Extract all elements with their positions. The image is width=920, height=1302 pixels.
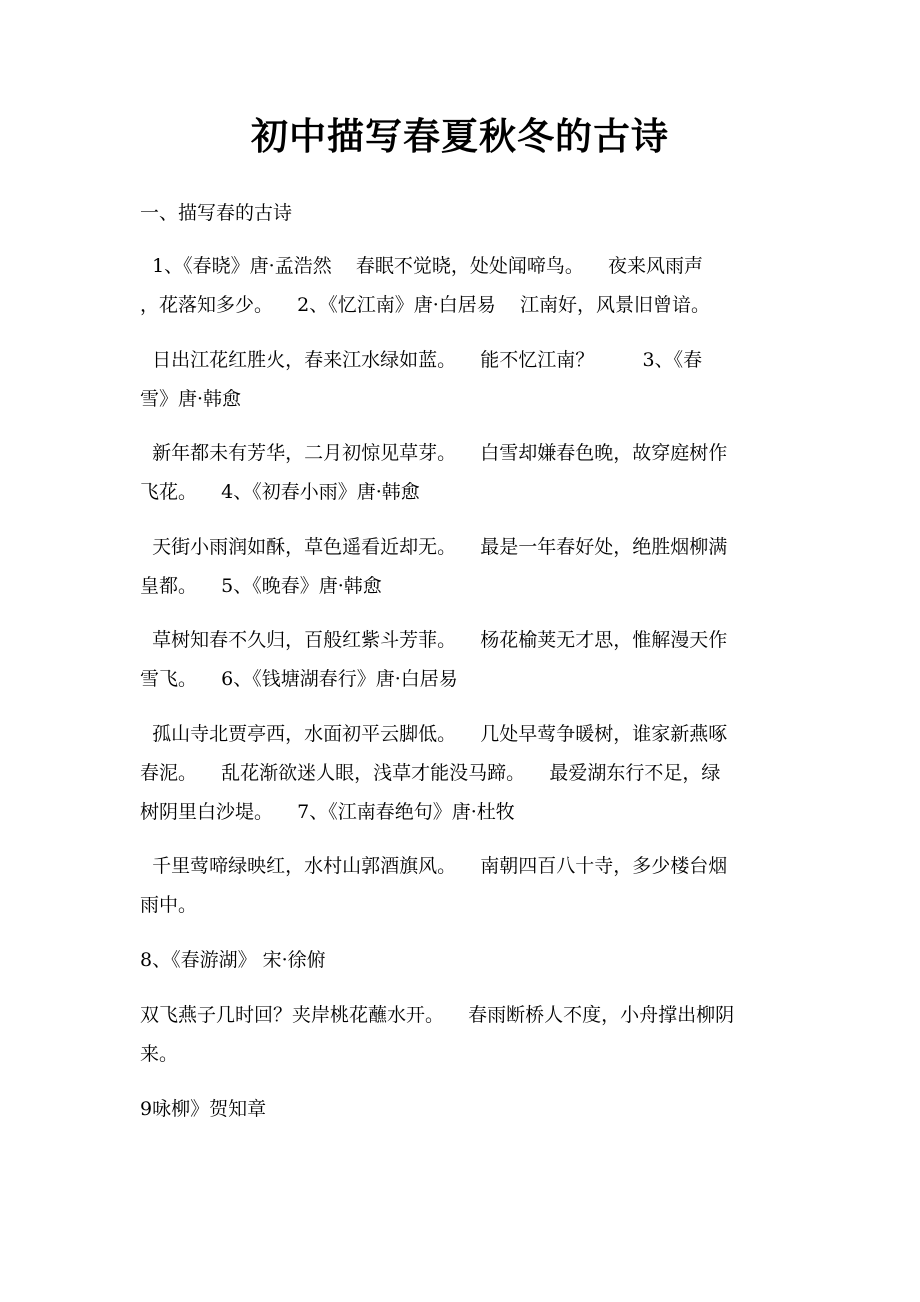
text-line: 来。 — [140, 1043, 179, 1065]
paragraph-yongliu-heading — [140, 1090, 782, 1129]
paragraph-chunyouhu-heading — [140, 941, 782, 980]
text-line: 8、《春游湖》 宋·徐俯 — [140, 949, 326, 971]
text-line: ，花落知多少。 2、《忆江南》唐·白居易 江南好，风景旧曾谙。 — [140, 294, 710, 316]
paragraph-chuchunxiaoyu — [140, 528, 782, 606]
paragraph-chunxiao — [140, 247, 782, 325]
text-line: 双飞燕子几时回？夹岸桃花蘸水开。 春雨断桥人不度，小舟撑出柳阴 — [140, 1004, 735, 1026]
text-line: 树阴里白沙堤。 7、《江南春绝句》唐·杜牧 — [140, 801, 515, 823]
document-title: 初中描写春夏秋冬的古诗 — [251, 114, 669, 158]
paragraph-chunyouhu — [140, 996, 782, 1074]
text-line: 雪飞。 6、《钱塘湖春行》唐·白居易 — [140, 668, 458, 690]
text-line: 新年都未有芳华，二月初惊见草芽。 白雪却嫌春色晚，故穿庭树作 — [140, 442, 728, 464]
text-line: 千里莺啼绿映红，水村山郭酒旗风。 南朝四百八十寺，多少楼台烟 — [140, 855, 728, 877]
section-heading: 一、描写春的古诗 — [140, 202, 293, 224]
paragraph-yijiangnan — [140, 341, 782, 419]
paragraph-chunxue — [140, 434, 782, 512]
paragraph-qiantanghu — [140, 715, 782, 832]
text-line: 雨中。 — [140, 894, 198, 916]
text-line: 9咏柳》贺知章 — [140, 1098, 267, 1120]
paragraph-jiangnanchun — [140, 847, 782, 925]
text-line: 飞花。 4、《初春小雨》唐·韩愈 — [140, 481, 420, 503]
text-line: 雪》唐·韩愈 — [140, 388, 242, 410]
text-line: 草树知春不久归，百般红紫斗芳菲。 杨花榆荚无才思，惟解漫天作 — [140, 629, 728, 651]
text-line: 1、《春晓》唐·孟浩然 春眠不觉晓，处处闻啼鸟。 夜来风雨声 — [140, 255, 704, 277]
paragraph-wanchun — [140, 621, 782, 699]
text-line: 孤山寺北贾亭西，水面初平云脚低。 几处早莺争暖树，谁家新燕啄 — [140, 723, 728, 745]
text-line: 日出江花红胜火，春来江水绿如蓝。 能不忆江南？ 3、《春 — [140, 349, 703, 371]
text-line: 春泥。 乱花渐欲迷人眼，浅草才能没马蹄。 最爱湖东行不足，绿 — [140, 762, 721, 784]
text-line: 天街小雨润如酥，草色遥看近却无。 最是一年春好处，绝胜烟柳满 — [140, 536, 728, 558]
text-line: 皇都。 5、《晚春》唐·韩愈 — [140, 575, 382, 597]
